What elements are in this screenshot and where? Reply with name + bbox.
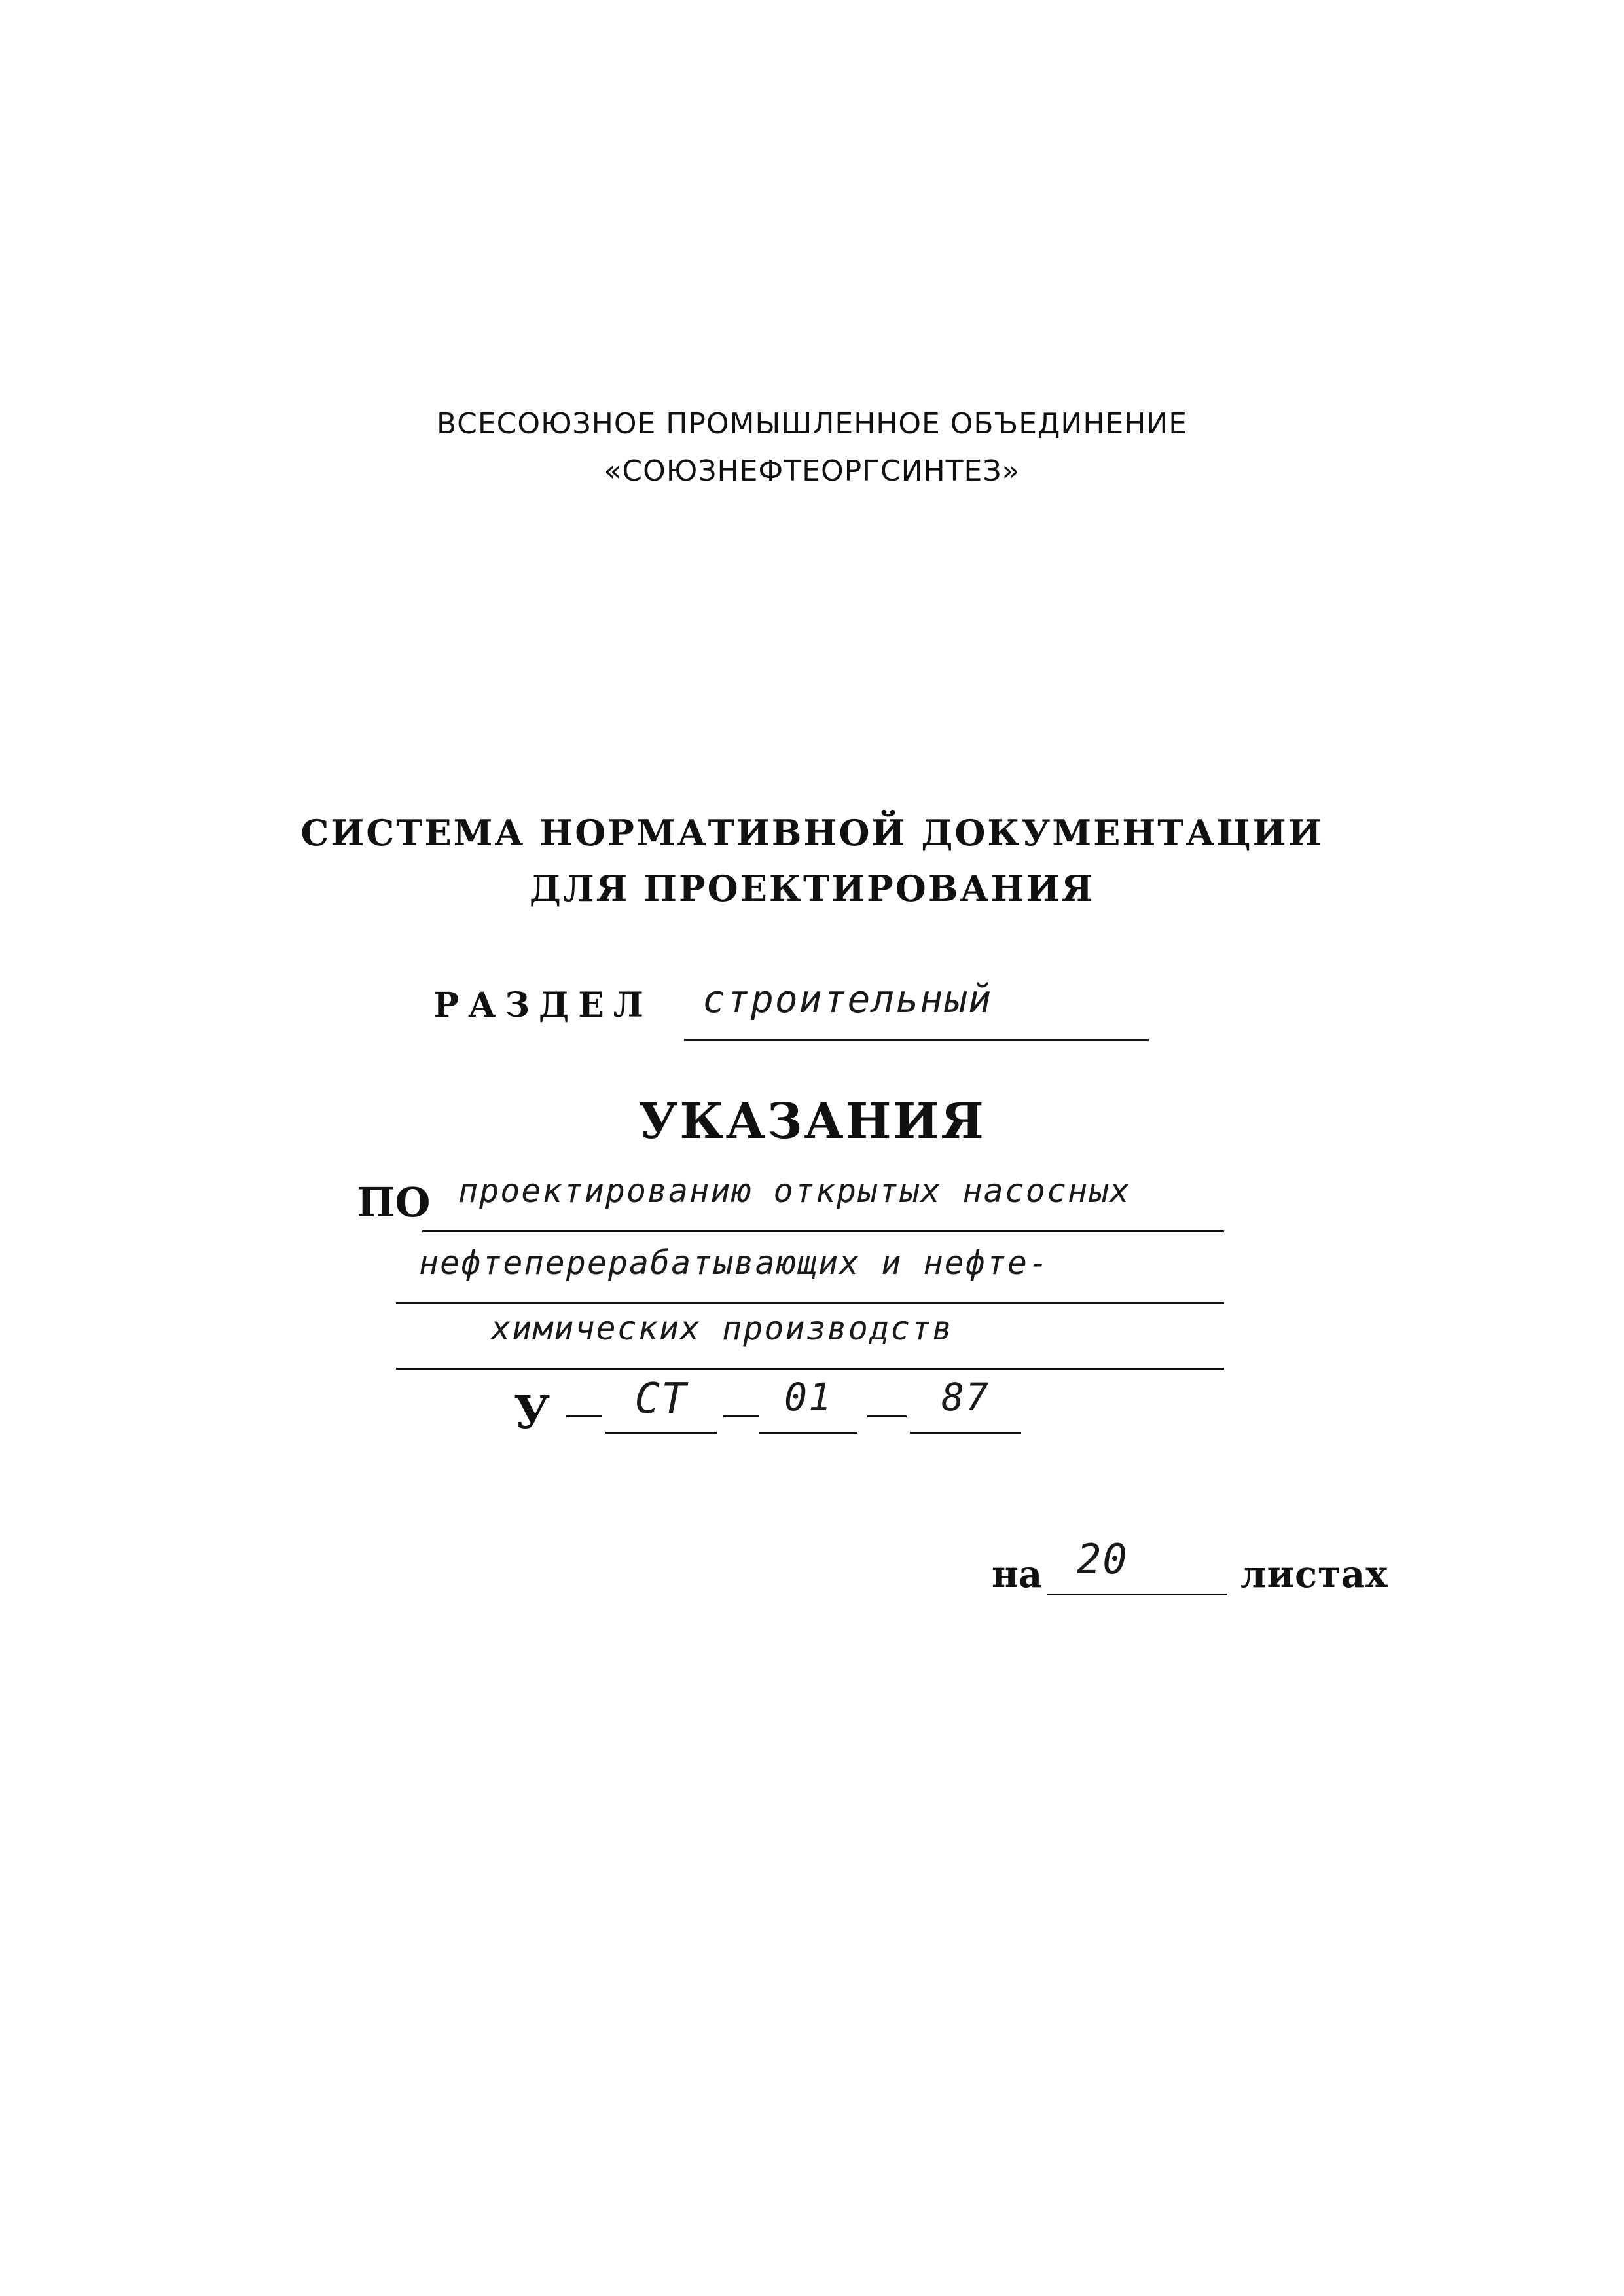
section-label: РАЗДЕЛ bbox=[433, 985, 653, 1025]
code-dash-2 bbox=[723, 1415, 759, 1417]
organization-name: «СОЮЗНЕФТЕОРГСИНТЕЗ» bbox=[604, 454, 1020, 488]
code-part-2: 01 bbox=[784, 1375, 833, 1419]
sheets-suffix: листах bbox=[1240, 1553, 1388, 1596]
section-value: строительный bbox=[702, 977, 993, 1021]
document-title: УКАЗАНИЯ bbox=[638, 1093, 986, 1150]
subject-line-1: проектированию открытых насосных bbox=[458, 1172, 1131, 1210]
code-part-1-field bbox=[605, 1375, 717, 1434]
code-part-3-field bbox=[910, 1375, 1021, 1434]
subject-line-1-field bbox=[422, 1172, 1224, 1232]
subject-prefix: ПО bbox=[357, 1178, 431, 1226]
sheets-prefix: на bbox=[992, 1553, 1043, 1596]
code-dash-3 bbox=[867, 1415, 907, 1417]
subject-line-3-field bbox=[396, 1309, 1224, 1370]
code-prefix: У bbox=[514, 1387, 550, 1439]
system-title-line-2: ДЛЯ ПРОЕКТИРОВАНИЯ bbox=[529, 867, 1095, 909]
subject-line-2: нефтеперерабатывающих и нефте- bbox=[419, 1244, 1050, 1282]
organization-line-1: ВСЕСОЮЗНОЕ ПРОМЫШЛЕННОЕ ОБЪЕДИНЕНИЕ bbox=[436, 407, 1188, 441]
code-part-3: 87 bbox=[941, 1375, 990, 1419]
code-part-2-field bbox=[759, 1375, 857, 1434]
system-title-line-1: СИСТЕМА НОРМАТИВНОЙ ДОКУМЕНТАЦИИ bbox=[300, 812, 1324, 854]
sheets-count: 20 bbox=[1077, 1535, 1128, 1583]
code-part-1: СТ bbox=[634, 1375, 688, 1423]
code-dash-1 bbox=[566, 1415, 602, 1417]
subject-line-3: химических производств bbox=[491, 1309, 954, 1347]
sheets-count-field bbox=[1047, 1535, 1227, 1595]
section-value-field bbox=[684, 977, 1149, 1041]
subject-line-2-field bbox=[396, 1244, 1224, 1304]
